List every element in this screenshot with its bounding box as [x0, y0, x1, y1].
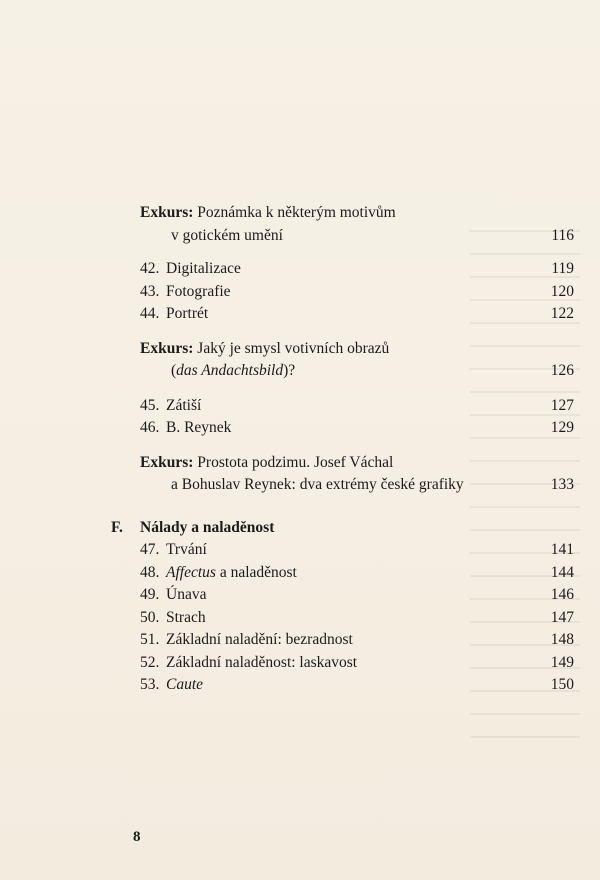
excursus-entry [140, 338, 574, 383]
entry-title: Trvání [166, 541, 207, 558]
section-letter: F. [111, 518, 123, 536]
toc-row [140, 338, 574, 361]
toc-row [140, 202, 574, 225]
toc-row [140, 281, 574, 304]
entry-number: 47. [140, 541, 160, 558]
entry-title: a naladěnost [215, 563, 297, 581]
page-number: 141 [550, 541, 574, 558]
entry-number: 51. [140, 631, 160, 648]
entry-title: Jaký je smysl votivních obrazů [197, 339, 390, 357]
toc-row [140, 562, 574, 585]
page-number: 126 [550, 362, 574, 379]
toc-row [140, 258, 574, 281]
toc-row [140, 652, 574, 675]
page-number: 127 [550, 396, 574, 414]
entry-title: Poznámka k některým motivům [197, 204, 396, 221]
toc-row [140, 417, 574, 440]
entry-title: Základní naladěnost: laskavost [166, 653, 358, 671]
entry-title-italic: das Andachtsbild [176, 362, 284, 379]
toc-row [140, 584, 574, 607]
page-number: 129 [550, 419, 574, 436]
entry-title: Únava [166, 586, 207, 603]
entry-title-continued: (das Andachtsbild)? [171, 362, 296, 379]
excursus-label: Exkurs: [140, 339, 194, 357]
entry-title: Fotografie [166, 282, 231, 300]
entry-number: 44. [140, 305, 160, 322]
page-number: 144 [550, 563, 574, 581]
page-folio: 8 [133, 829, 141, 845]
entry-title: Portrét [166, 305, 209, 322]
page-number: 148 [550, 631, 574, 648]
page-number: 116 [551, 226, 574, 244]
page-number: 120 [550, 282, 574, 300]
toc-row [140, 607, 574, 630]
entry-number: 49. [140, 586, 160, 603]
toc-row [140, 629, 574, 652]
section-heading [111, 517, 574, 540]
entry-number: 48. [140, 563, 160, 581]
entry-number: 46. [140, 419, 160, 436]
toc-row [140, 360, 574, 383]
entry-number: 52. [140, 653, 160, 671]
page-number: 122 [550, 305, 574, 322]
excursus-entry [140, 452, 574, 497]
entry-title-italic: Affectus [166, 563, 216, 581]
entry-title: Základní naladění: bezradnost [166, 631, 353, 648]
entry-title-continued: v gotickém umění [171, 226, 283, 244]
toc-row [140, 474, 574, 497]
page-number: 133 [550, 476, 574, 493]
entry-title-italic: Caute [166, 676, 204, 693]
entry-title: B. Reynek [166, 419, 232, 436]
excursus-label: Exkurs: [140, 453, 194, 471]
toc-row [140, 452, 574, 475]
toc-row [140, 225, 574, 248]
toc-row [140, 674, 574, 697]
toc-row [140, 395, 574, 418]
toc-row [140, 539, 574, 562]
section-title: Nálady a naladěnost [140, 518, 275, 536]
page-number: 146 [550, 586, 574, 603]
entry-number: 50. [140, 608, 160, 626]
entry-title: Zátiší [166, 396, 202, 414]
entry-title: Digitalizace [166, 260, 241, 277]
entry-title: Strach [166, 608, 206, 626]
page-number: 119 [551, 260, 574, 277]
entry-number: 45. [140, 396, 160, 414]
page-number: 149 [550, 653, 574, 671]
entry-number: 43. [140, 282, 160, 300]
page-number: 147 [550, 608, 574, 626]
entry-title-continued: a Bohuslav Reynek: dva extrémy české grafiky [171, 476, 464, 493]
excursus-entry [140, 202, 574, 247]
entry-number: 42. [140, 260, 160, 277]
entry-number: 53. [140, 676, 160, 693]
entry-title: Prostota podzimu. Josef Váchal [197, 453, 394, 471]
page-number: 150 [550, 676, 574, 693]
toc-row [140, 303, 574, 326]
excursus-label: Exkurs: [140, 204, 194, 221]
table-of-contents [111, 202, 574, 697]
